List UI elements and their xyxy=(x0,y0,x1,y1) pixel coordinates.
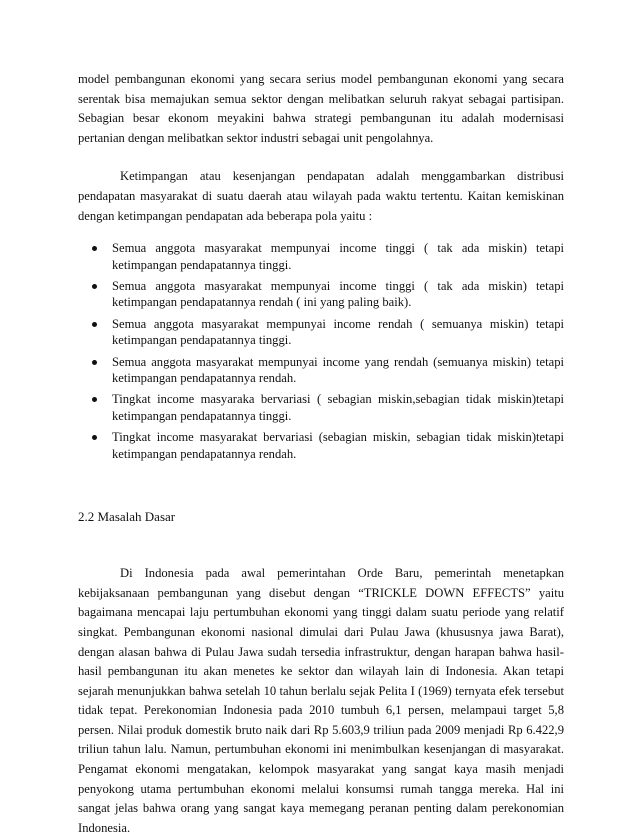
bullet-item xyxy=(78,429,564,462)
bullet-dot-icon xyxy=(92,397,97,402)
bullet-text: Semua anggota masyarakat mempunyai income rendah ( semuanya miskin) tetapi ketimpangan pendapatannya tinggi. xyxy=(112,316,564,348)
bullet-item xyxy=(78,240,564,273)
document-page xyxy=(78,70,564,838)
bullet-text: Semua anggota masyarakat mempunyai income tinggi ( tak ada miskin) tetapi ketimpangan pendapatannya rendah ( ini yang paling baik). xyxy=(112,278,564,310)
bullet-dot-icon xyxy=(92,360,97,365)
bullet-item xyxy=(78,278,564,311)
bullet-dot-icon xyxy=(92,322,97,327)
bullet-text: Tingkat income masyarakat bervariasi (sebagian miskin, sebagian tidak miskin)tetapi ketimpangan pendapatannya rendah. xyxy=(112,430,564,461)
bullet-text: Semua anggota masyarakat mempunyai income yang rendah (semuanya miskin) tetapi ketimpangan pendapatannya rendah. xyxy=(112,354,564,386)
paragraph-ketimpangan: Ketimpangan atau kesenjangan pendapatan adalah menggambarkan distribusi pendapatan masyarakat di suatu daerah atau wilayah pada waktu tertentu. Kaitan kemiskinan dengan ketimpangan pendapatan ada beberapa pola yaitu : xyxy=(78,169,564,223)
section-heading: 2.2 Masalah Dasar xyxy=(78,509,176,525)
paragraph-intro: model pembangunan ekonomi yang secara serius model pembangunan ekonomi yang secara serentak bisa memajukan semua sektor dengan melibatkan seluruh rakyat sebagai partisipan. Sebagian besar ekonom meyakini bahwa strategi pembangunan itu adalah modernisasi pertanian dengan melibatkan sektor industri sebagai unit pengolahnya. xyxy=(78,72,564,145)
bullet-item xyxy=(78,354,564,387)
bullet-dot-icon xyxy=(92,246,97,251)
bullet-text: Semua anggota masyarakat mempunyai income tinggi ( tak ada miskin) tetapi ketimpangan pendapatannya tinggi. xyxy=(112,241,564,272)
bullet-list-patterns xyxy=(78,240,564,462)
paragraph-masalah-dasar: Di Indonesia pada awal pemerintahan Orde Baru, pemerintah menetapkan kebijaksanaan pembangunan yang disebut dengan “TRICKLE DOWN EFFECTS” yaitu bagaimana mencapai laju pertumbuhan ekonomi yang tinggi dalam suatu periode yang relatif singkat. Pembangunan ekonomi nasional dimulai dari Pulau Jawa (khususnya jawa Barat), dengan alasan bahwa di Pulau Jawa sudah tersedia infrastruktur, dengan harapan bahwa hasil-hasil pembangunan itu akan menetes ke sektor dan wilayah lain di Indonesia. Akan tetapi sejarah menunjukkan bahwa setelah 10 tahun berlalu sejak Pelita I (1969) ternyata efek tersebut tidak tepat. Perekonomian Indonesia pada 2010 tumbuh 6,1 persen, melampaui target 5,8 persen. Nilai produk domestik bruto naik dari Rp 5.603,9 triliun pada 2009 menjadi Rp 6.422,9 triliun tahun lalu. Namun, pertumbuhan ekonomi ini menimbulkan kesenjangan di masyarakat. Pengamat ekonomi mengatakan, kelompok masyarakat yang sangat kaya masih menjadi penyokong utama pertumbuhan ekonomi melalui konsumsi rumah tangga mereka. Hal ini sangat jelas bahwa orang yang sangat kaya memegang peranan penting dalam perekonomian Indonesia. xyxy=(78,566,564,835)
bullet-item xyxy=(78,316,564,349)
bullet-dot-icon xyxy=(92,284,97,289)
bullet-text: Tingkat income masyaraka bervariasi ( sebagian miskin,sebagian tidak miskin)tetapi ketimpangan pendapatannya tinggi. xyxy=(112,392,564,423)
bullet-dot-icon xyxy=(92,435,97,440)
bullet-item xyxy=(78,391,564,424)
